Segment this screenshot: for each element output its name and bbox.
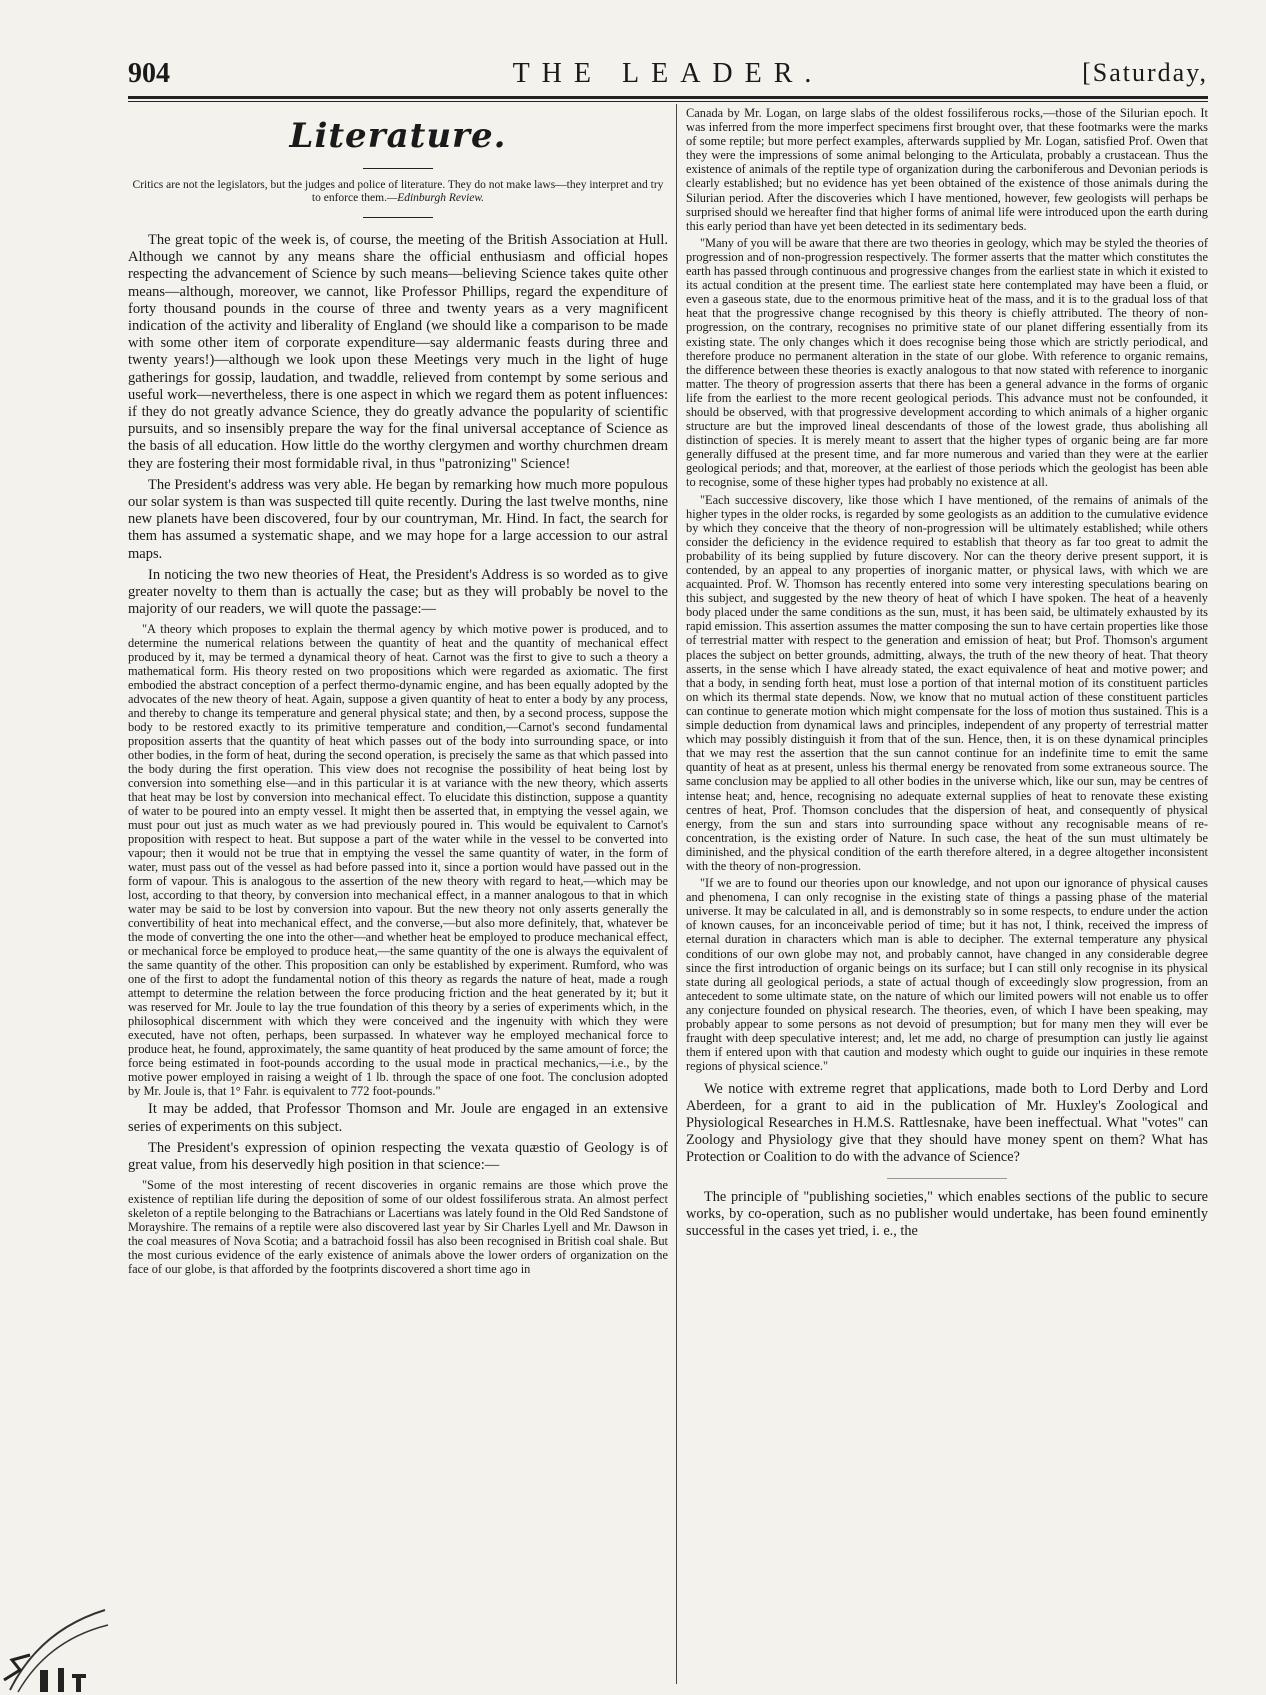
paragraph-thomson-joule: It may be added, that Professor Thomson and Mr. Joule are engaged in an extensive series of experiments on this subject. <box>128 1101 668 1135</box>
paragraph-huxley-grant: We notice with extreme regret that applications, made both to Lord Derby and Lord Aberdeen, for a grant to aid in the publication of Mr. Huxley's Zoological and Physiological Researches in H.M.S. Rattlesnake, have been ineffectual. What "votes" can Zoology and Physiology give that they should have money spent on them? What has Protection or Coalition to do with the advance of Science? <box>686 1081 1208 1166</box>
quote-organic-remains: "Some of the most interesting of recent discoveries in organic remains are those which prove the existence of reptilian life during the deposition of some of our oldest fossiliferous strata. An almost perfect skeleton of a reptile belonging to the Batrachians or Lacertians was lately found in the Old Red Sandstone of Morayshire. The remains of a reptile were also discovered last year by Sir Charles Lyell and Mr. Dawson in the coal measures of Nova Scotia; and a batrachoid fossil has also been recognised in British coal shale. But the most curious evidence of the early existence of animals above the lower orders of organization on the face of our globe, is that afforded by the footprints discovered a short time ago in <box>128 1178 668 1277</box>
quote-dynamical-theory: "A theory which proposes to explain the thermal agency by which motive power is produced, and to determine the numerical relations between the quantity of heat and the quantity of mechanical effect produced by it, may be termed a dynamical theory of heat. Carnot was the first to give to such a theory a mathematical form. His theory rested on two propositions which were regarded as axiomatic. The first embodied the abstract conception of a perfect thermo-dynamic engine, and has been equally adopted by the advocates of the new theory of heat. Again, suppose a given quantity of heat to enter a body by any process, and thereby to change its temperature and general physical state; and then, by a second process, suppose the body to be restored exactly to its primitive temperature and condition,—Carnot's second fundamental proposition asserts that the quantity of heat which passes out of the body into surrounding space, or into other bodies, in the form of heat, during the second operation, is precisely the same as that which passed into the body during the first operation. This view does not recognise the possibility of heat being lost by conversion into something else—and in this particular it is at variance with the new theory, which asserts that heat may be lost by conversion into mechanical effect. To elucidate this distinction, suppose a quantity of water to be poured into an empty vessel. It might then be asserted that, in emptying the vessel again, we must pour out just as much water as we had previously poured in. This would be equivalent to Carnot's proposition with respect to heat. But suppose a part of the water while in the vessel to be converted into vapour; then it would not be true that in emptying the vessel the same quantity of water, in the form of water, must pass out of the vessel as had before passed into it, since a portion would have passed out in the form of vapour. This is analogous to the assertion of the new theory with regard to heat,—which may be lost, according to that theory, by conversion into mechanical effect, in a manner analogous to that in which water may be said to be lost by conversion into vapour. But the new theory not only asserts generally the convertibility of heat into mechanical effect, and the converse,—but also more definitely, that, whatever be the mode of converting the one into the other—and whether heat be employed to produce mechanical effect, or mechanical force be employed to produce heat,—the same quantity of the one is always the equivalent of the same quantity of the other. This proposition can only be established by experiment. Rumford, who was one of the first to adopt the fundamental notion of this theory as regards the nature of heat, made a rough attempt to determine the relation between the force producing friction and the heat generated by it; but it was reserved for Mr. Joule to lay the true foundation of this theory by a series of experiments which, in the philosophical discernment with which they were conceived and the ingenuity with which they were executed, have not often, perhaps, been surpassed. In whatever way he employed mechanical force to produce heat, he found, approximately, the same quantity of heat produced by the same amount of force; the force being estimated in foot-pounds according to the usual mode in practical mechanics,—i.e., by the motive power employed in raising a weight of 1 lb. through the space of one foot. The conclusion adopted by Mr. Joule is, that 1° Fahr. is equivalent to 772 foot-pounds." <box>128 622 668 1099</box>
page-number: 904 <box>128 58 170 89</box>
motto-text: Critics are not the legislators, but the judges and police of literature. They do not make laws—they interpret and try to enforce them. <box>132 179 664 204</box>
quote-successive-discovery: "Each successive discovery, like those which I have mentioned, of the remains of animals of the higher types in the older rocks, is regarded by some geologists as an addition to the cumulative evidence by which they conceive that the theory of non-progression will be ultimately established; while others consider the deficiency in the evidence required to establish that theory as far too great to admit the probability of its being supplied by future discovery. Nor can the theory derive present support, it is contended, by an appeal to any properties of inorganic matter, or physical laws, with which we are acquainted. Prof. W. Thomson has recently entered into some very interesting speculations bearing on this subject, and suggested by the new theory of heat of which I have spoken. The heat of a heavenly body placed under the same conditions as the sun, must, it has been said, be ultimately exhausted by its rapid emission. This assertion assumes the matter composing the sun to have certain properties like those of terrestrial matter with respect to the generation and emission of heat; but Prof. Thomson's argument places the subject on better grounds, admitting, always, the truth of the new theory of heat. That theory asserts, in the sense which I have already stated, the exact equivalence of heat and motive power; and that a body, in sending forth heat, must lose a portion of that internal motion of its constituent particles on which its thermal state depends. Now, we know that no mutual action of these constituent particles can continue to generate motion which might compensate for the loss of motion thus sustained. This is a simple deduction from dynamical laws and principles, independent of any property of terrestrial matter which may possibly distinguish it from that of the sun. Hence, then, it is on these dynamical principles that we may rest the assertion that the sun cannot continue for an indefinite time to emit the same quantity of heat as at present, unless his thermal energy be renovated from some extraneous source. The same conclusion may be applied to all other bodies in the universe which, like our sun, may be centres of intense heat; and, hence, recognising no adequate external supplies of heat to renovate these existing centres of heat, Prof. Thomson concludes that the dispersion of heat, and consequently of physical energy, from the sun and stars into surrounding space without any recognisable means of re-concentration, is the existing order of Nature. In such case, the heat of the sun must ultimately be diminished, and the physical condition of the earth therefore altered, in a degree altogether inconsistent with the theory of non-progression. <box>686 492 1208 873</box>
quote-two-theories: "Many of you will be aware that there are two theories in geology, which may be styled the theories of progression and of non-progression respectively. The former asserts that the matter which constitutes the earth has passed through continuous and progressive changes from the earliest state in which it existed to its actual condition at the present time. The earliest state here contemplated may have been a fluid, or even a gaseous state, due to the enormous primitive heat of the mass, and it is to the gradual loss of that heat that the progressive change recognised by this theory is chiefly attributed. The theory of non-progression, on the contrary, recognises no primitive state of our planet differing essentially from its existing state. The only changes which it does recognise being those which are strictly periodical, and therefore produce no permanent alteration in the state of our globe. With reference to organic remains, the difference between these theories is exactly analogous to that now stated with reference to inorganic matter. The theory of progression asserts that there has been a general advance in the forms of organic life from the earliest to the more recent geological periods. This advance must not be confounded, it should be observed, with that progressive development according to which animals of a higher organic structure are but the improved lineal descendants of those of the lowest grade, thus abolishing all distinction of species. It is merely meant to assert that the higher types of organic being are far more generally diffused at the present time, and far more numerous and varied than they were at the earlier geological periods; and that, moreover, at the earliest of those periods which the geologist has been able to recognise, some of these higher types had probably no existence at all. <box>686 235 1208 490</box>
paragraph-theories-of-heat: In noticing the two new theories of Heat, the President's Address is so worded as to give greater novelty to them than is actually the case; but as they will probably be novel to the majority of our readers, we will quote the passage:— <box>128 566 668 618</box>
paragraph-president-address: The President's address was very able. He began by remarking how much more populous our solar system is than was suspected till quite recently. During the last twelve months, nine new planets have been discovered, four by our countryman, Mr. Hind. In fact, the search for them has assumed a systematic shape, and we may hope for a large accession to our astral maps. <box>128 476 668 562</box>
library-stamp <box>0 1570 110 1695</box>
quote-knowledge-ignorance: "If we are to found our theories upon our knowledge, and not upon our ignorance of physical causes and phenomena, I can only recognise in the existing state of things a passing phase of the material universe. It may be calculated in all, and is demonstrably so in some respects, to endure under the action of known causes, for an inconceivable period of time; but it has not, I think, received the impress of eternal duration in characters which man is able to decipher. The external temperature any physical conditions of our own globe may not, and probably cannot, have changed in any considerable degree since the first introduction of organic beings on its surface; but I can still only recognise in its physical state during all geological periods, a state of actual though of exceedingly slow progression, from an antecedent to some ultimate state, on the nature of which our limited powers will not enable us to offer any conjecture founded on physical research. The theories, even, of which I have been speaking, may probably appear to some persons as not devoid of presumption; but for many men they will ever be fraught with deep speculative interest; and, let me add, no charge of presumption can justly lie against them if entered upon with that caution and modesty which ought to guide our inquiries in these remote regions of physical science." <box>686 876 1208 1074</box>
heading-rule <box>363 168 433 169</box>
section-heading: Literature. <box>289 116 507 156</box>
issue-day: [Saturday, <box>1082 58 1208 87</box>
paragraph-geology-opinion: The President's expression of opinion respecting the vexata quæstio of Geology is of great value, from his deservedly high position in that science:— <box>128 1139 668 1174</box>
motto-rule <box>363 217 433 218</box>
paragraph-british-association: The great topic of the week is, of course, the meeting of the British Association at Hull. Although we cannot by any means share the official enthusiasm and official hopes respecting the advancement of Science by such means—believing Science takes quite other means—although, moreover, we cannot, like Professor Phillips, regard the expenditure of forty thousand pounds in the course of three and twenty years as a very magnificent indication of the activity and liberality of England (we should like a comparison to be made with some other item of corporate expenditure—say aldermanic feasts during three and twenty years!)—although we look upon these Meetings very much in the light of huge gatherings for gossip, laudation, and twaddle, relieved from contempt by some serious and useful work—nevertheless, there is one aspect in which we regard them as potent influences: if they do not greatly advance Science, they do greatly advance the popularity of scientific pursuits, and so insensibly prepare the way for the final universal acceptance of Science as the basis of all education. How little do the worthy clergymen and worthy churchmen dream they are fostering their most formidable rival, in thus "patronizing" Science! <box>128 232 668 472</box>
quote-continued-canada: Canada by Mr. Logan, on large slabs of the oldest fossiliferous rocks,—those of the Silurian epoch. It was inferred from the more imperfect specimens first brought over, that these footmarks were the marks of some reptile; but more perfect examples, afterwards supplied by Mr. Logan, satisfied Prof. Owen that they were the impressions of some animal belonging to the Articulata, probably a crustacean. Thus the existence of animals of the reptile type of organization during the carboniferous and Devonian periods is clearly established; but no evidence has yet been obtained of the existence of those animals during the Silurian period. After the discoveries which I have mentioned, however, few geologists will perhaps be surprised should we hereafter find that higher forms of animal life were introduced upon the earth during this early period than have yet been detected in its sedimentary beds. <box>686 106 1208 233</box>
motto-source: —Edinburgh Review. <box>386 192 485 204</box>
masthead-rule <box>128 96 1208 99</box>
right-column <box>686 106 1208 1244</box>
section-motto <box>128 179 668 205</box>
separator-rule <box>887 1178 1007 1179</box>
masthead <box>128 56 1208 96</box>
paragraph-publishing-societies: The principle of "publishing societies," which enables sections of the public to secure works, by co-operation, such as no publisher would undertake, has been found eminently successful in the cases yet tried, i. e., the <box>686 1189 1208 1240</box>
column-divider <box>676 104 677 1684</box>
left-column <box>128 106 668 1279</box>
publication-title: THE LEADER. <box>512 58 824 89</box>
masthead-rule-thin <box>128 101 1208 102</box>
